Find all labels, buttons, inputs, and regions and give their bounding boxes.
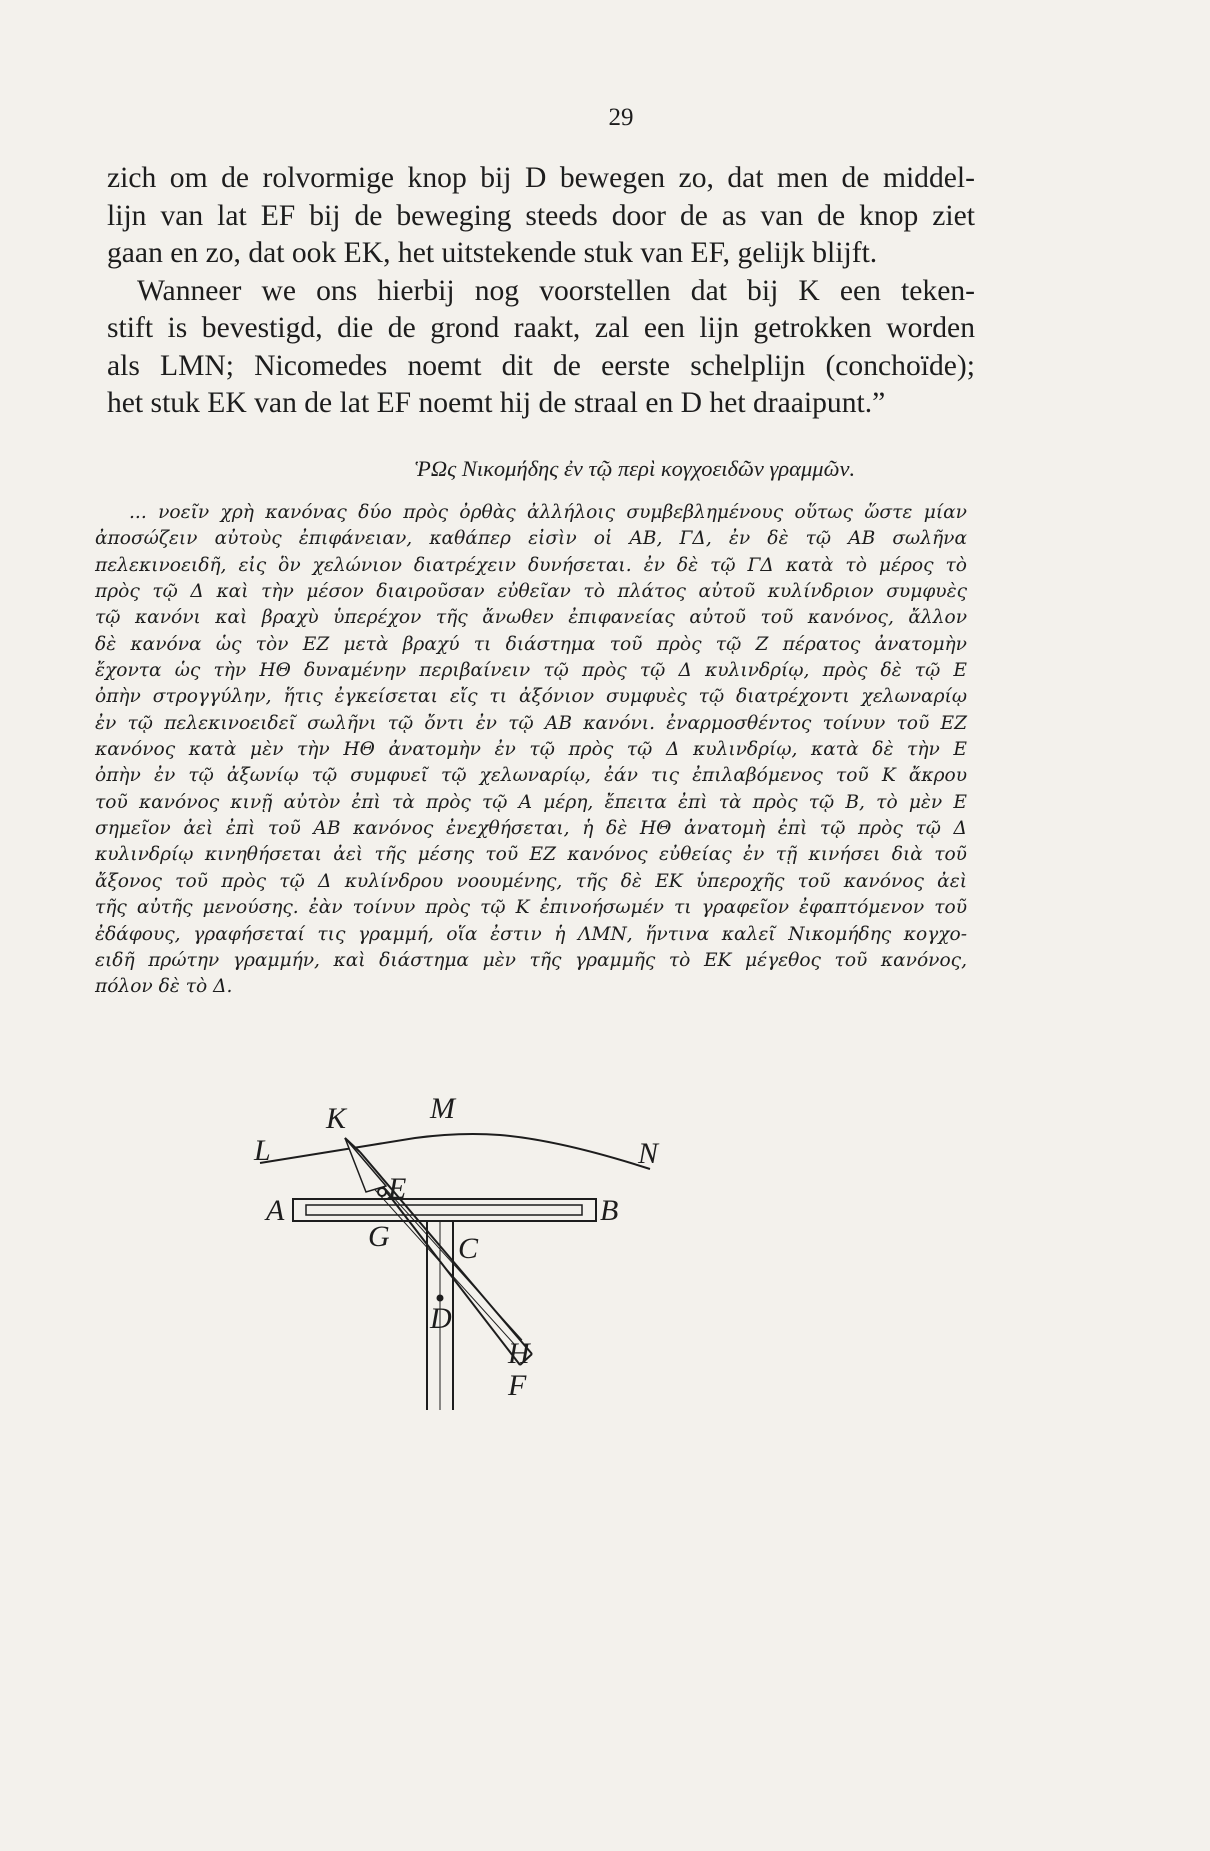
greek-line: ἄξονος τοῦ πρὸς τῷ Δ κυλίνδρου νοουμένης, τῆς δὲ ΕΚ ὑπεροχῆς τοῦ κανόνος ἀεὶ <box>95 870 967 892</box>
label-n: N <box>638 1137 659 1170</box>
label-b: B <box>600 1194 619 1227</box>
text-line: zich om de rolvormige knop bij D bewegen zo, dat men de middel- <box>107 162 975 194</box>
label-d: D <box>430 1302 452 1335</box>
text-line: stift is bevestigd, die de grond raakt, zal een lijn getrokken worden <box>107 312 975 344</box>
greek-line: τῆς αὐτῆς μενούσης. ἐὰν τοίνυν πρὸς τῷ Κ ἐπινοήσωμέν τι γραφεῖον ἐφαπτόμενον τοῦ <box>95 897 967 919</box>
label-h: H <box>508 1337 530 1370</box>
greek-line: πόλον δὲ τὸ Δ. <box>95 976 233 998</box>
page-number: 29 <box>608 104 634 131</box>
dutch-paragraph <box>107 160 975 423</box>
label-g: G <box>368 1220 390 1253</box>
greek-line: ... νοεῖν χρὴ κανόνας δύο πρὸς ὀρθὰς ἀλλήλοις συμβεβλημένους οὕτως ὥστε μίαν <box>129 502 967 523</box>
label-c: C <box>458 1232 479 1265</box>
conchoid-curve <box>260 1134 650 1169</box>
greek-line: ἀποσώζειν αὐτοὺς ἐπιφάνειαν, καθάπερ εἰσὶν οἱ ΑΒ, ΓΔ, ἐν δὲ τῷ ΑΒ σωλῆνα <box>95 528 967 550</box>
text-line: het stuk EK van de lat EF noemt hij de straal en D het draaipunt.” <box>107 387 886 419</box>
conchoid-instrument-figure <box>254 1090 800 1410</box>
text-line: lijn van lat EF bij de beweging steeds door de as van de knop ziet <box>107 199 975 232</box>
greek-quotation <box>95 500 967 1001</box>
greek-heading: ῬΩς Νικομήδης ἐν τῷ περὶ κογχοειδῶν γραμμῶν. <box>414 456 856 481</box>
greek-line: πελεκινοειδῆ, εἰς ὃν χελώνιον διατρέχειν δυνήσεται. ἐν δὲ τῷ ΓΔ κατὰ τὸ μέρος τὸ <box>95 554 967 576</box>
greek-line: πρὸς τῷ Δ καὶ τὴν μέσον διαιροῦσαν εὐθεῖαν τὸ πλάτος αὐτοῦ κυλίνδριον συμφυὲς <box>95 581 967 603</box>
greek-line: τοῦ κανόνος κινῇ αὐτὸν ἐπὶ τὰ πρὸς τῷ Α μέρη, ἔπειτα ἐπὶ τὰ πρὸς τῷ Β, τὸ μὲν Ε <box>95 791 967 813</box>
label-k: K <box>326 1102 347 1135</box>
greek-line: κυλινδρίῳ κινηθήσεται ἀεὶ τῆς μέσης τοῦ ΕΖ κανόνος εὐθείας ἐν τῇ κινήσει διὰ τοῦ <box>95 844 967 866</box>
label-e: E <box>388 1172 407 1205</box>
label-a: A <box>266 1194 285 1227</box>
greek-line: ἐδάφους, γραφήσεταί τις γραμμή, οἵα ἐστιν ἡ ΛΜΝ, ἥντινα καλεῖ Νικομήδης κογχο- <box>95 923 967 945</box>
label-m: M <box>430 1092 455 1125</box>
text-line: gaan en zo, dat ook EK, het uitstekende stuk van EF, gelijk blijft. <box>107 237 878 269</box>
pivot-e <box>378 1188 386 1196</box>
greek-line: σημεῖον ἀεὶ ἐπὶ τοῦ ΑΒ κανόνος ἐνεχθήσεται, ἡ δὲ ΗΘ ἀνατομὴ ἐπὶ τῷ πρὸς τῷ Δ <box>95 818 967 840</box>
label-l: L <box>254 1134 271 1167</box>
greek-line: ἐν τῷ πελεκινοειδεῖ σωλῆνι τῷ ὄντι ἐν τῷ ΑΒ κανόνι. ἐναρμοσθέντος τοίνυν τοῦ ΕΖ <box>95 712 967 734</box>
pole-d <box>437 1295 444 1302</box>
greek-line: τῷ κανόνι καὶ βραχὺ ὑπερέχον τῆς ἄνωθεν ἐπιφανείας αὐτοῦ τοῦ κανόνος, ἄλλον <box>95 607 967 629</box>
conchoid-diagram <box>254 1090 800 1410</box>
greek-line: ειδῆ πρώτην γραμμήν, καὶ διάστημα μὲν τῆς γραμμῆς τὸ ΕΚ μέγεθος τοῦ κανόνος, <box>95 949 967 971</box>
greek-line: ἔχοντα ὡς τὴν ΗΘ δυναμένην περιβαίνειν τῷ πρὸς τῷ Δ κυλινδρίῳ, πρὸς δὲ τῷ Ε <box>95 660 967 682</box>
greek-line: δὲ κανόνα ὡς τὸν ΕΖ μετὰ βραχύ τι διάστημα τοῦ πρὸς τῷ Ζ πέρατος ἀνατομὴν <box>95 633 967 655</box>
ruler-ab-groove <box>306 1205 582 1215</box>
greek-line: ὀπὴν ἐν τῷ ἀξωνίῳ τῷ συμφυεῖ τῷ χελωναρίῳ, ἐάν τις ἐπιλαβόμενος τοῦ Κ ἄκρου <box>95 765 967 787</box>
greek-line: κανόνος κατὰ μὲν τὴν ΗΘ ἀνατομὴν ἐν τῷ πρὸς τῷ Δ κυλινδρίῳ, κατὰ δὲ τὴν Ε <box>95 739 967 761</box>
ruler-ab <box>293 1199 596 1221</box>
text-line: als LMN; Nicomedes noemt dit de eerste schelplijn (conchoïde); <box>107 349 975 382</box>
text-line: Wanneer we ons hierbij nog voorstellen dat bij K een teken- <box>137 274 975 307</box>
greek-line: ὀπὴν στρογγύλην, ἥτις ἐγκείσεται εἴς τι ἀξόνιον συμφυὲς τῷ διατρέχοντι χελωναρίῳ <box>95 686 967 708</box>
label-f: F <box>508 1369 527 1402</box>
